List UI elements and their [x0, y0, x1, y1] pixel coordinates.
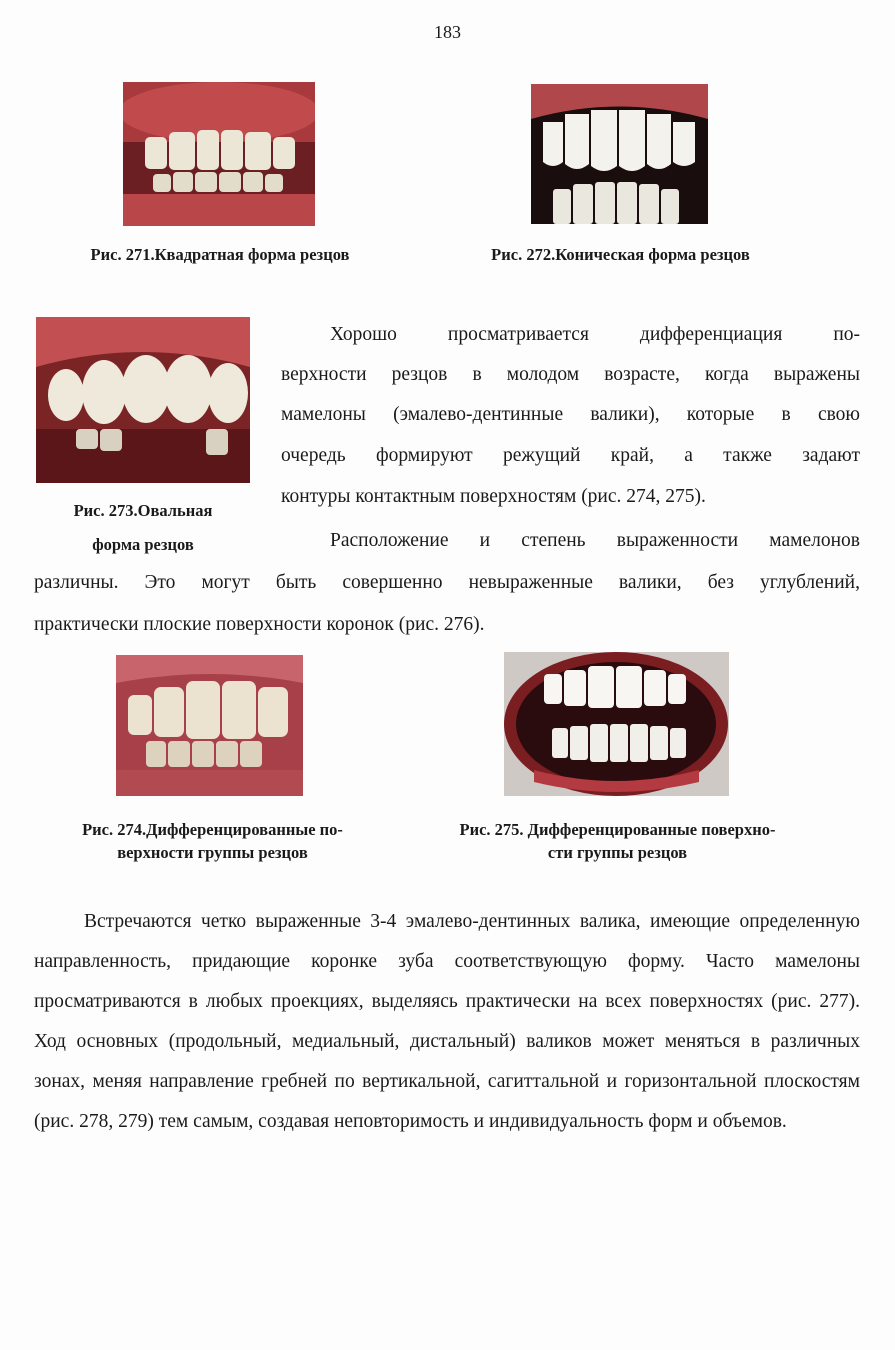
- figure-275-photo: [504, 652, 729, 796]
- paragraph-2-line-2: различны. Это могут быть совершенно невыраженные валики, без углублений,: [34, 572, 860, 593]
- figure-272-caption: Рис. 272.Коническая форма резцов: [491, 245, 750, 264]
- paragraph-2-line-3: практически плоские поверхности коронок (рис. 276).: [34, 614, 485, 635]
- paragraph-3: Встречаются четко выраженные 3-4 эмалево-дентинных валика, имеющие определенную направленность, придающие коронке зуба соответствующую форму. Часто мамелоны просматриваются в любых проекциях, выделяясь практически на всех поверхностях (рис. 277). Ход основных (продольный, медиальный, дистальный) валиков может меняться в различных зонах, меняя направление гребней по вертикальной, сагиттальной и горизонтальной плоскостям (рис. 278, 279) тем самым, создавая неповторимость и индивидуальность форм и объемов.: [34, 911, 860, 1132]
- paragraph-2-line-1: Расположение и степень выраженности мамелонов: [330, 530, 860, 551]
- figure-272-photo: [531, 84, 708, 224]
- figure-274-caption-line2: верхности группы резцов: [117, 843, 308, 862]
- figure-273-photo: [36, 317, 250, 483]
- figure-271-photo: [123, 82, 315, 226]
- paragraph-1-line-3: мамелоны (эмалево-дентинные валики), которые в свою: [281, 404, 860, 425]
- paragraph-1-line-2: верхности резцов в молодом возрасте, когда выражены: [281, 364, 860, 385]
- figure-275-caption-line2: сти группы резцов: [547, 843, 688, 862]
- paragraph-1-line-4: очередь формируют режущий край, а также задают: [281, 445, 860, 466]
- figure-271-caption: Рис. 271.Квадратная форма резцов: [90, 245, 350, 264]
- figure-274-caption-line1: Рис. 274.Дифференцированные по-: [82, 820, 343, 839]
- figure-274-photo: [116, 655, 303, 796]
- figure-275-caption-line1: Рис. 275. Дифференцированные поверхно-: [459, 820, 776, 839]
- paragraph-1-line-5: контуры контактным поверхностям (рис. 274, 275).: [281, 486, 706, 507]
- figure-273-caption-line2: форма резцов: [92, 535, 194, 554]
- figure-273-caption-line1: Рис. 273.Овальная: [73, 501, 213, 520]
- page-number: 183: [434, 22, 461, 42]
- paragraph-1-line-1: Хорошо просматривается дифференциация по-: [330, 324, 860, 345]
